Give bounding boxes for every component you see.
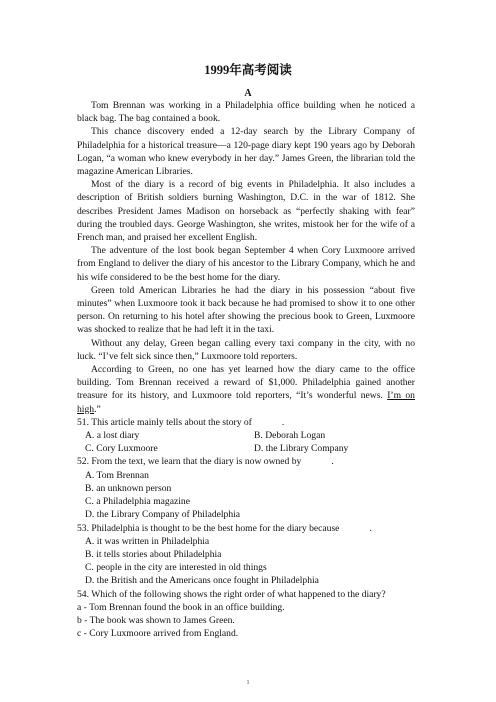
passage-paragraph-2: This chance discovery ended a 12-day search by the Library Company of Philadelphia for a historical treasure—a 120-page diary kept 190 years ago by Deborah Logan, “a woman who knew everybody in her day.” James Green, the librarian told the magazine American Libraries. [77,126,415,178]
question-52 [77,455,415,521]
option-a: A. a lost diary [85,430,140,442]
passage-paragraph-4: The adventure of the lost book began September 4 when Cory Luxmoore arrived from England to deliver the diary of his ancestor to the Library Company, which he and his wife considered to be the best home for the diary. [77,245,415,283]
event-line-c: c - Cory Luxmoore arrived from England. [77,628,239,640]
event-line-b: b - The book was shown to James Green. [77,614,235,626]
passage-paragraph-7 [77,363,415,416]
option-a: A. Tom Brennan [85,469,149,481]
question-stem: 53. Philadelphia is thought to be the best home for the diary because . [77,522,372,534]
option-row [77,442,415,455]
underlined-phrase: I’m on high [77,390,415,415]
option-d: D. the Library Company of Philadelphia [85,509,241,521]
passage-paragraph-3: Most of the diary is a record of big events in Philadelphia. It also includes a description of British soldiers burning Washington, D.C. in the war of 1812. She describes President James Madison on horseback as “perfectly shaking with fear” during the troubled days. George Washington, she writes, mistook her for the wife of a French man, and praised her excellent English. [77,179,415,244]
question-51 [77,416,415,456]
page-number: 1 [246,680,250,686]
question-53 [77,522,415,588]
option-b: B. it tells stories about Philadelphia [85,548,222,560]
option-a: A. it was written in Philadelphia [85,535,210,547]
option-b: B. an unknown person [85,482,172,494]
paragraph-text: According to Green, no one has yet learned how the diary came to the office building. Tom Brennan received a reward of $1,000. Philadelphia gained another treasure for its history, and Luxmoore told reporters, “It’s wonderful news. [77,364,415,402]
option-c: C. Cory Luxmoore [85,443,158,455]
document-body [77,99,415,640]
section-label: A [244,88,252,99]
option-d: D. the British and the Americans once fought in Philadelphia [85,575,319,587]
page-title: 1999年高考阅读 [204,63,292,77]
option-row [77,429,415,442]
passage-paragraph-5: Green told American Libraries he had the diary in his possession “about five minutes” when Luxmoore took it back because he had promised to show it to one other person. On returning to his hotel after showing the precious book to Green, Luxmoore was shocked to realize that he had left it in the taxi. [77,284,415,336]
question-stem: 54. Which of the following shows the right order of what happened to the diary? [77,588,386,600]
option-c: C. people in the city are interested in old things [85,562,267,574]
question-stem: 51. This article mainly tells about the story of . [77,416,285,428]
question-stem: 52. From the text, we learn that the diary is now owned by . [77,456,334,468]
event-line-a: a - Tom Brennan found the book in an office building. [77,601,285,613]
passage-paragraph-6: Without any delay, Green began calling every taxi company in the city, with no luck. “I’ve felt sick since then,” Luxmoore told reporters. [77,337,415,362]
paragraph-text-end: .” [94,403,101,415]
option-c: C. a Philadelphia magazine [85,496,190,508]
option-b: B. Deborah Logan [254,430,326,442]
passage-paragraph-1: Tom Brennan was working in a Philadelphia office building when he noticed a black bag. The bag contained a book. [77,100,415,125]
option-d: D. the Library Company [254,443,349,455]
question-54 [77,588,415,641]
